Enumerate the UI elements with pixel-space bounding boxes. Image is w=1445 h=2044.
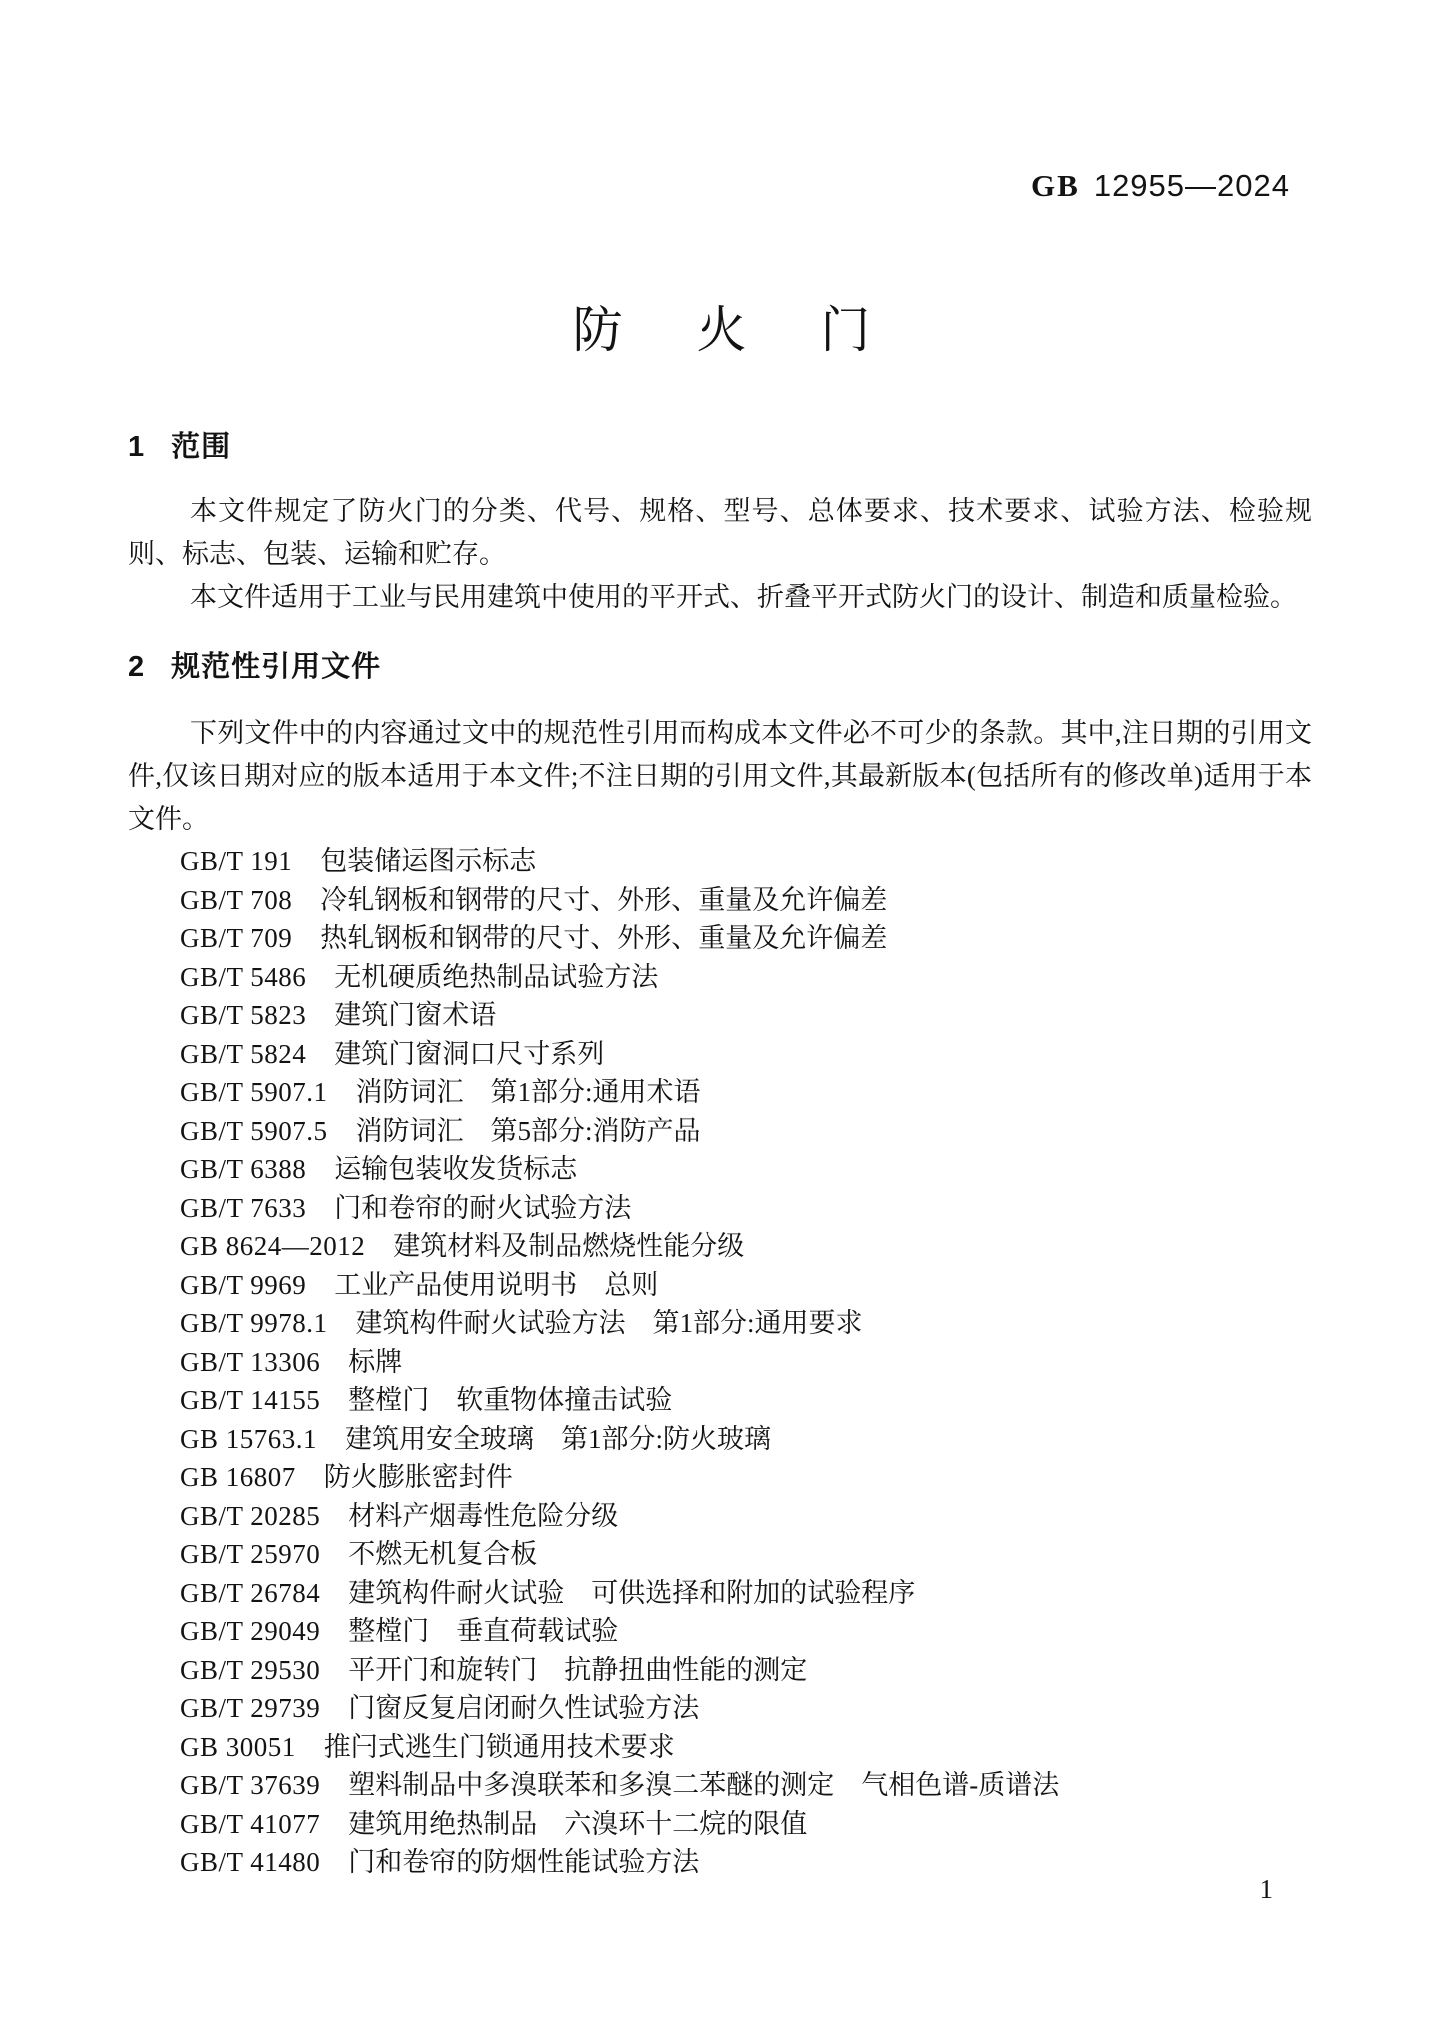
section-2-intro-paragraph: 下列文件中的内容通过文中的规范性引用而构成本文件必不可少的条款。其中,注日期的引用文件,仅该日期对应的版本适用于本文件;不注日期的引用文件,其最新版本(包括所有的修改单)适用于本文件。	[128, 718, 1312, 834]
reference-code: GB/T 13306	[180, 1346, 321, 1377]
reference-code: GB 30051	[180, 1731, 296, 1762]
reference-item	[128, 1381, 1335, 1420]
reference-name: 整樘门 软重物体撞击试验	[348, 1385, 673, 1415]
section-2-title: 规范性引用文件	[171, 651, 382, 683]
reference-item	[128, 1728, 1335, 1767]
section-1-heading	[128, 424, 1312, 465]
reference-item	[128, 1689, 1335, 1728]
reference-item	[128, 1535, 1335, 1574]
reference-code: GB/T 5907.5	[180, 1115, 328, 1146]
reference-name: 热轧钢板和钢带的尺寸、外形、重量及允许偏差	[320, 923, 888, 953]
reference-code: GB 8624—2012	[180, 1231, 366, 1261]
standard-number-prefix: GB	[1031, 168, 1080, 203]
reference-code: GB/T 37639	[180, 1770, 321, 1800]
reference-item	[128, 1073, 1335, 1112]
section-2-heading	[128, 644, 1312, 685]
section-1-number: 1	[128, 431, 146, 463]
reference-item	[128, 1227, 1335, 1266]
reference-item	[128, 881, 1335, 920]
reference-name: 不燃无机复合板	[348, 1539, 538, 1569]
reference-code: GB/T 29530	[180, 1654, 321, 1685]
reference-item	[128, 1766, 1335, 1805]
reference-code: GB/T 14155	[180, 1385, 321, 1415]
reference-name: 推闩式逃生门锁通用技术要求	[323, 1731, 675, 1762]
reference-name: 材料产烟毒性危险分级	[348, 1500, 619, 1531]
reference-item	[128, 1112, 1335, 1151]
reference-name: 建筑用安全玻璃 第1部分:防火玻璃	[345, 1423, 772, 1454]
reference-code: GB/T 20285	[180, 1500, 321, 1531]
reference-item	[128, 1266, 1335, 1305]
reference-code: GB/T 25970	[180, 1539, 321, 1569]
reference-item	[128, 919, 1335, 958]
standard-number	[1031, 168, 1290, 204]
section-1-paragraph-2: 本文件适用于工业与民用建筑中使用的平开式、折叠平开式防火门的设计、制造和质量检验。	[190, 582, 1297, 612]
reference-name: 门和卷帘的防烟性能试验方法	[348, 1847, 700, 1877]
reference-code: GB/T 41480	[180, 1847, 321, 1877]
reference-item	[128, 1035, 1335, 1074]
reference-name: 无机硬质绝热制品试验方法	[334, 961, 659, 992]
reference-name: 标牌	[348, 1346, 403, 1377]
reference-name: 冷轧钢板和钢带的尺寸、外形、重量及允许偏差	[320, 884, 888, 915]
reference-name: 建筑门窗洞口尺寸系列	[334, 1038, 605, 1069]
reference-item	[128, 842, 1335, 881]
reference-item	[128, 1304, 1335, 1343]
reference-code: GB/T 26784	[180, 1577, 321, 1608]
reference-item	[128, 1805, 1335, 1844]
section-1-title: 范围	[171, 431, 232, 463]
reference-item	[128, 1343, 1335, 1382]
section-2-intro	[128, 712, 1312, 841]
reference-name: 消防词汇 第1部分:通用术语	[355, 1077, 701, 1107]
reference-name: 塑料制品中多溴联苯和多溴二苯醚的测定 气相色谱-质谱法	[348, 1770, 1060, 1800]
reference-code: GB/T 29049	[180, 1616, 321, 1646]
reference-name: 门和卷帘的耐火试验方法	[334, 1192, 632, 1223]
reference-item	[128, 1150, 1335, 1189]
reference-code: GB/T 5486	[180, 961, 307, 992]
section-1-body	[128, 490, 1312, 619]
reference-item	[128, 1574, 1335, 1613]
reference-item	[128, 1612, 1335, 1651]
reference-item	[128, 1189, 1335, 1228]
document-title: 防 火 门	[572, 302, 873, 358]
reference-code: GB/T 191	[180, 846, 293, 876]
reference-code: GB/T 7633	[180, 1192, 307, 1223]
reference-code: GB/T 5824	[180, 1038, 307, 1069]
reference-name: 建筑材料及制品燃烧性能分级	[393, 1231, 745, 1261]
reference-name: 平开门和旋转门 抗静扭曲性能的测定	[348, 1654, 808, 1685]
reference-item	[128, 1651, 1335, 1690]
reference-item	[128, 996, 1335, 1035]
reference-name: 建筑构件耐火试验方法 第1部分:通用要求	[355, 1308, 863, 1338]
reference-name: 运输包装收发货标志	[334, 1154, 578, 1184]
reference-name: 建筑门窗术语	[334, 1000, 497, 1030]
reference-name: 消防词汇 第5部分:消防产品	[355, 1115, 701, 1146]
reference-code: GB/T 709	[180, 923, 293, 953]
reference-code: GB/T 6388	[180, 1154, 307, 1184]
reference-item	[128, 1497, 1335, 1536]
reference-name: 整樘门 垂直荷载试验	[348, 1616, 619, 1646]
reference-code: GB 16807	[180, 1462, 296, 1492]
reference-name: 包装储运图示标志	[320, 846, 537, 876]
section-1-paragraph-1: 本文件规定了防火门的分类、代号、规格、型号、总体要求、技术要求、试验方法、检验规则、标志、包装、运输和贮存。	[128, 496, 1312, 569]
section-2-number: 2	[128, 651, 146, 683]
reference-code: GB/T 41077	[180, 1808, 321, 1839]
reference-name: 门窗反复启闭耐久性试验方法	[348, 1693, 700, 1723]
reference-name: 防火膨胀密封件	[323, 1462, 513, 1492]
reference-name: 工业产品使用说明书 总则	[334, 1269, 659, 1300]
reference-item	[128, 1843, 1335, 1882]
reference-name: 建筑构件耐火试验 可供选择和附加的试验程序	[348, 1577, 916, 1608]
reference-item	[128, 958, 1335, 997]
reference-code: GB/T 5823	[180, 1000, 307, 1030]
reference-name: 建筑用绝热制品 六溴环十二烷的限值	[348, 1808, 808, 1839]
page-number: 1	[1259, 1874, 1273, 1904]
standard-number-code: 12955—2024	[1093, 168, 1290, 203]
references-list	[128, 842, 1335, 1882]
reference-code: GB/T 9969	[180, 1269, 307, 1300]
reference-code: GB/T 5907.1	[180, 1077, 328, 1107]
reference-code: GB 15763.1	[180, 1423, 318, 1454]
reference-item	[128, 1420, 1335, 1459]
reference-code: GB/T 9978.1	[180, 1308, 328, 1338]
reference-item	[128, 1458, 1335, 1497]
reference-code: GB/T 708	[180, 884, 293, 915]
reference-code: GB/T 29739	[180, 1693, 321, 1723]
